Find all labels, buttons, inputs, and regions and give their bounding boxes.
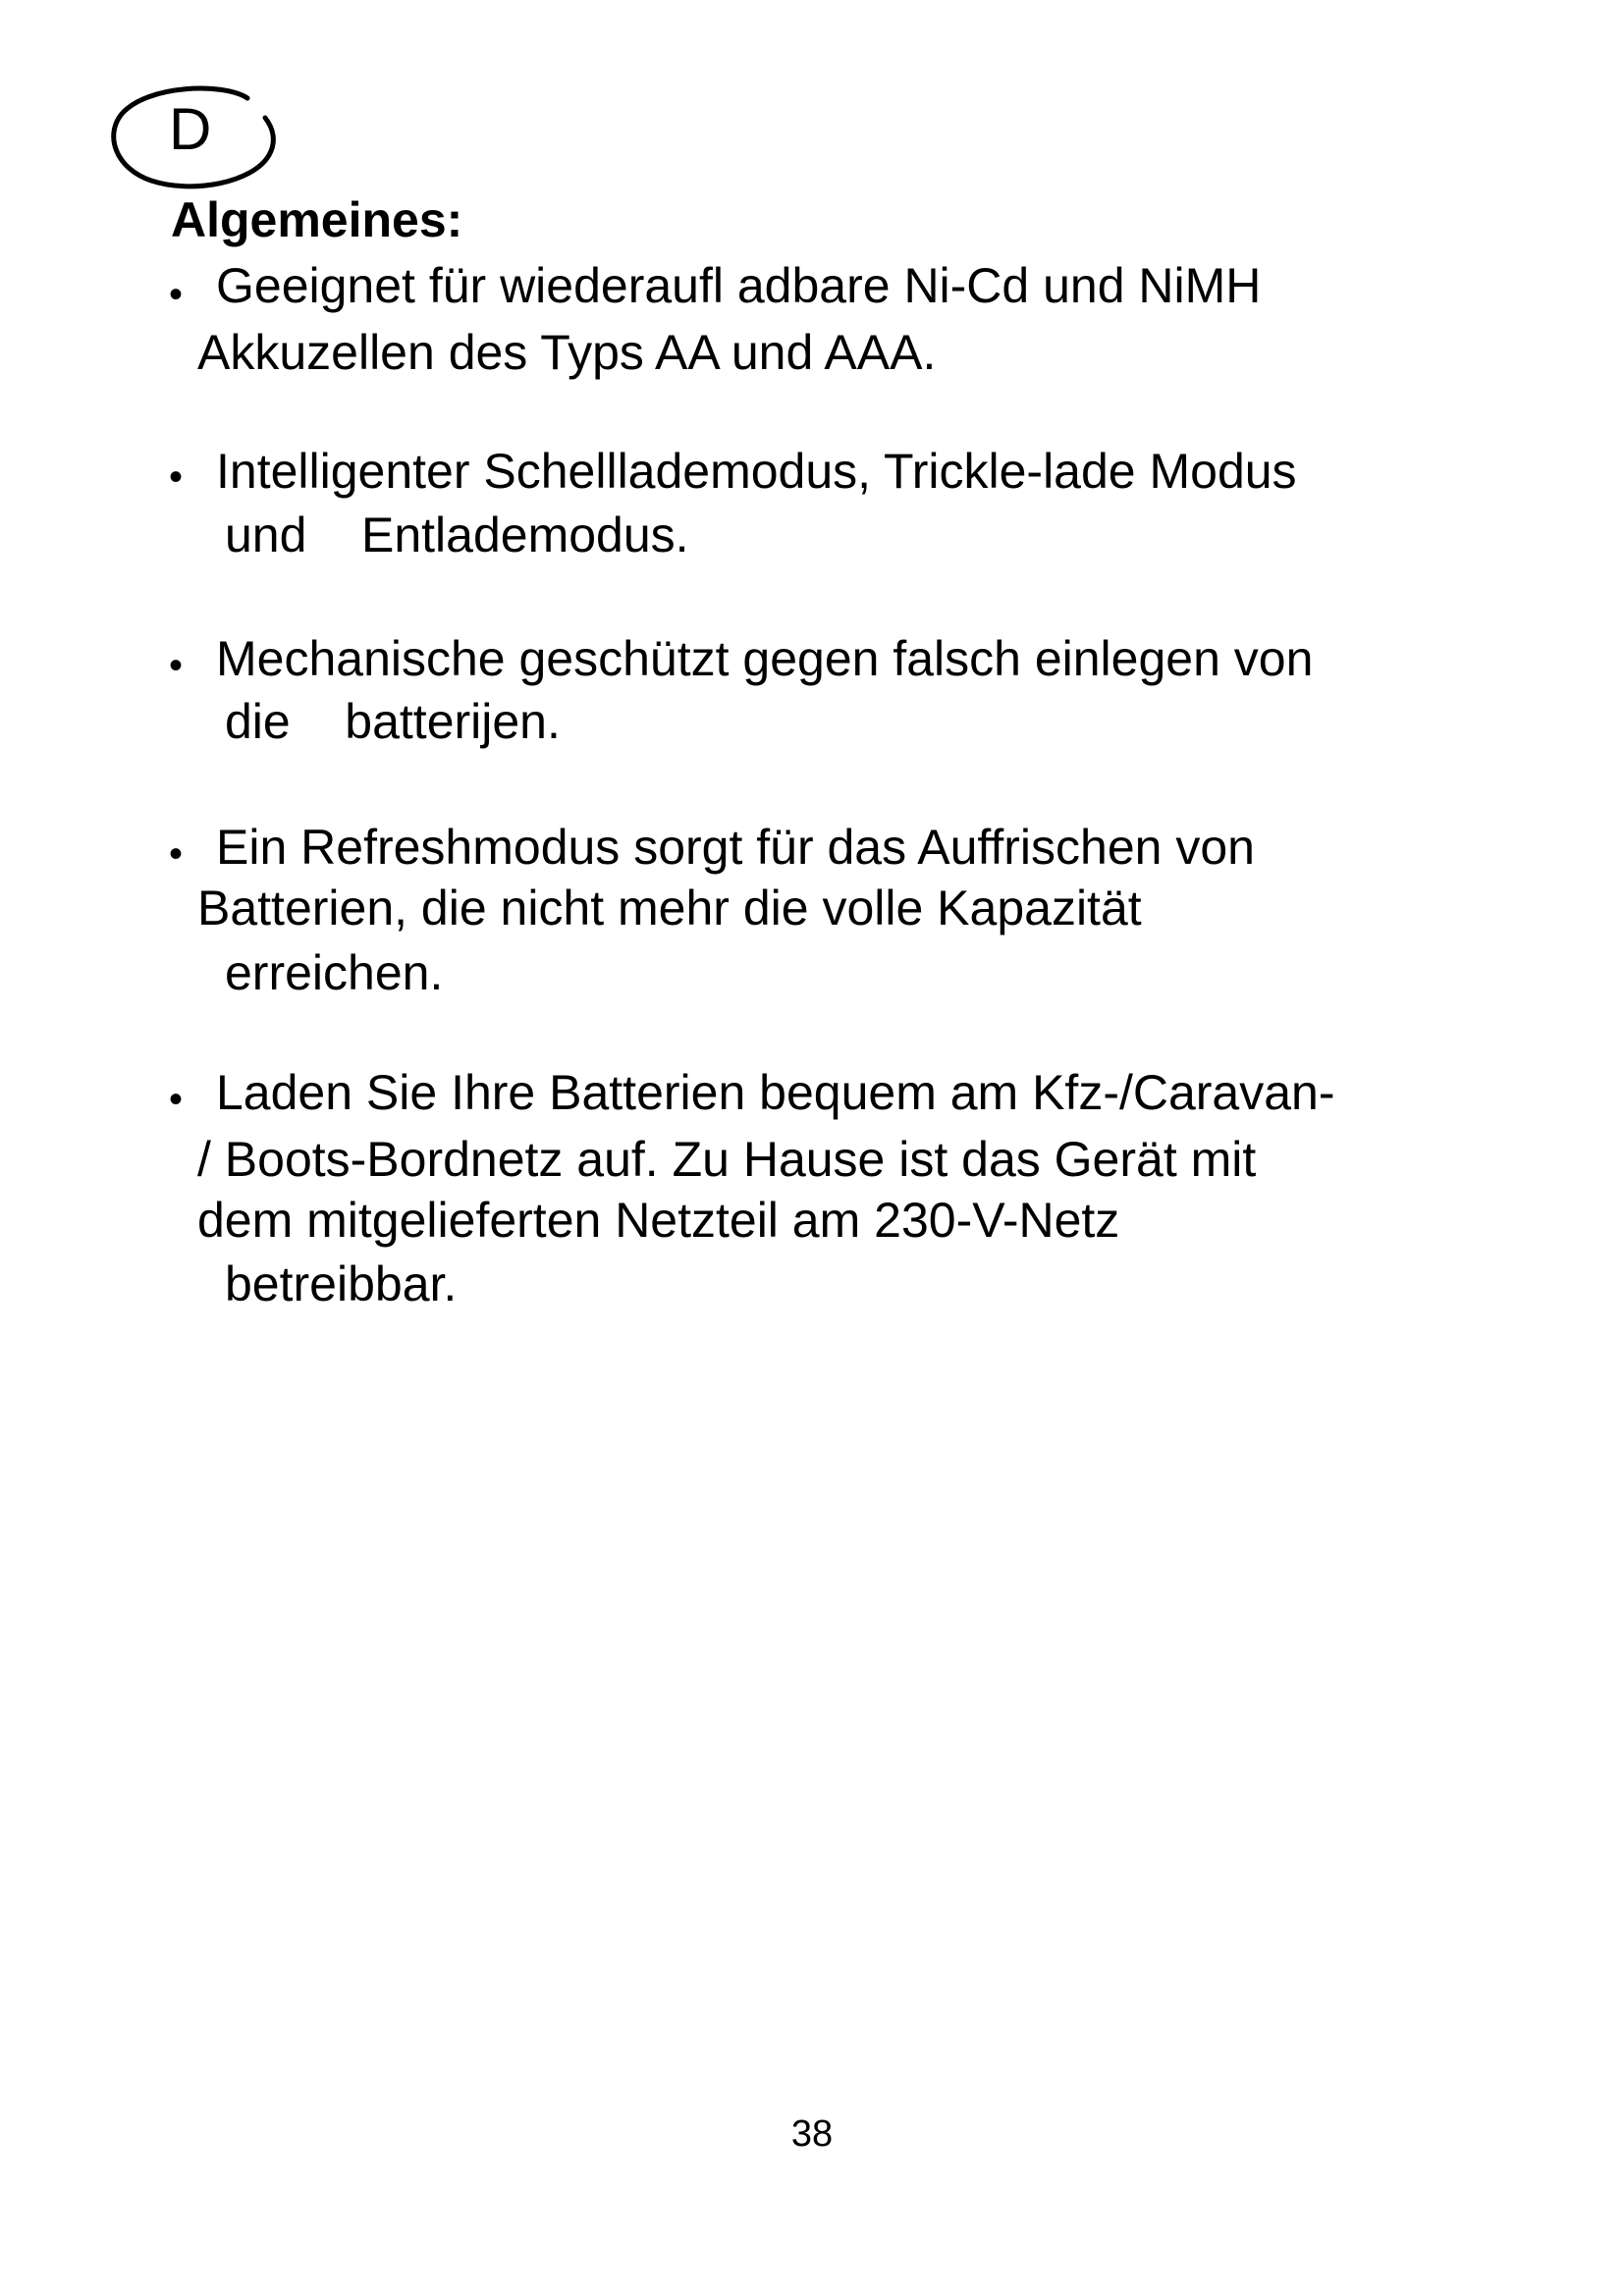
list-item-line: und Entlademodus. [225, 507, 689, 562]
list-item-line: Laden Sie Ihre Batterien bequem am Kfz-/Caravan- [216, 1065, 1335, 1120]
language-letter: D [169, 96, 212, 162]
section-heading: Algemeines: [171, 192, 463, 247]
list-item-line: erreichen. [225, 945, 444, 1000]
list-item-line: / Boots-Bordnetz auf. Zu Hause ist das Gerät mit [197, 1132, 1257, 1187]
list-item-line: die batterijen. [225, 694, 561, 749]
list-item-line: Intelligenter Schelllademodus, Trickle-lade Modus [216, 444, 1297, 499]
list-item-line: Ein Refreshmodus sorgt für das Auffrischen von [216, 820, 1255, 875]
language-badge [108, 84, 277, 190]
bullet-icon: • [169, 1078, 184, 1121]
page-number: 38 [790, 2113, 834, 2155]
bullet-icon: • [169, 455, 184, 499]
list-item-line: Batterien, die nicht mehr die volle Kapazität [197, 881, 1142, 935]
bullet-icon: • [169, 644, 184, 687]
list-item-line: betreibbar. [225, 1256, 458, 1311]
bullet-icon: • [169, 273, 184, 316]
list-item-line: Mechanische geschützt gegen falsch einlegen von [216, 631, 1314, 686]
bullet-icon: • [169, 832, 184, 876]
list-item-line: Akkuzellen des Typs AA und AAA. [197, 325, 937, 380]
list-item-line: Geeignet für wiederaufl adbare Ni-Cd und NiMH [216, 258, 1262, 313]
list-item-line: dem mitgelieferten Netzteil am 230-V-Netz [197, 1193, 1120, 1248]
